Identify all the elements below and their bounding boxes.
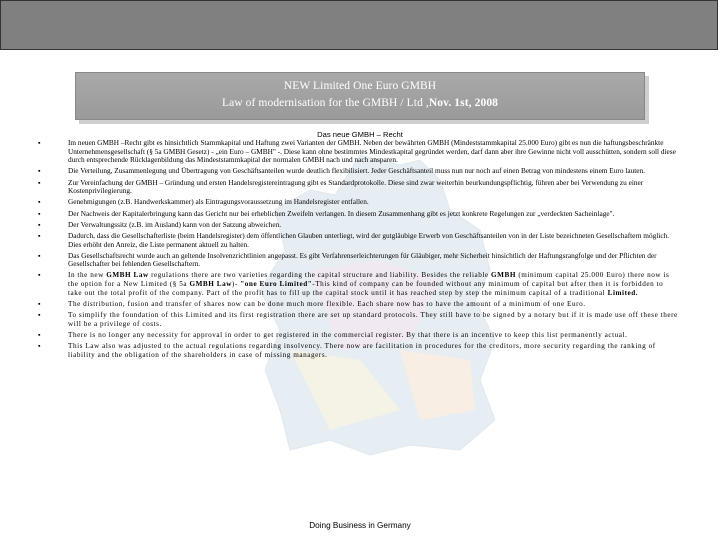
list-item-text: )- (232, 280, 241, 289)
list-item-text: -This kind of company can be founded without any minimum of capital but after then it is forbidden to take out the total profit of the company. Part of the profit has to fill up the capital stock until it has reached step by step the minimum capital of a traditional (68, 280, 664, 297)
list-item-text: Genehmigungen (z.B. Handwerkskammer) als Eintragungsvoraussetzung im Handelsregister entfallen. (68, 197, 369, 207)
bullet-icon: ▪ (38, 198, 41, 207)
list-item-text: This Law also was adjusted to the actual regulations regarding insolvency. There now are facilitation in procedures for the creditors, more security regarding the ranking of liability and the obligation of the shareholders in case of missing managers. (68, 342, 656, 359)
list-item-text: Limited. (607, 288, 639, 297)
list-item (38, 232, 678, 249)
top-banner (0, 0, 718, 50)
list-item-text: Das Gesellschaftsrecht wurde auch an geltende Insolvenzrichtlinien angepasst. Es gibt Verfahrenserleichterungen für Gläubiger, mehr Sicherheit hinsichtlich der Haftungsrangfolge und der Pflichten der Gesellschafter bei fehlenden Gesellschaftern. (68, 250, 657, 269)
title-line-1: NEW Limited One Euro GMBH (283, 80, 437, 92)
bullet-icon: ▪ (38, 251, 41, 260)
list-item-text: GMBH (491, 271, 516, 280)
bullet-icon: ▪ (38, 330, 42, 339)
list-item (38, 300, 678, 309)
list-item-text: Der Nachweis der Kapitalerbringung kann das Gericht nur bei erheblichen Zweifeln verlangen. In diesem Zusammenhang gibt es jetzt konkrete Regelungen zur „verdeckten Sacheinlage". (68, 208, 615, 218)
list-item-text: "one Euro Limited" (240, 280, 313, 289)
list-item (38, 271, 678, 297)
list-item-text: GMBH Law (106, 271, 149, 280)
list-item-text: regulations there are two varieties regarding the capital structure and liability. Besides the reliable (148, 271, 492, 280)
title-line-2-text: Law of modernisation for the GMBH / Ltd , (221, 97, 429, 109)
list-item-text: (minimum capital 25.000 Euro) there now is the option for a New Limited (§ 5a (68, 271, 670, 289)
bullet-icon: ▪ (38, 271, 42, 280)
title-line-2 (76, 97, 644, 109)
list-item-text: Zur Vereinfachung der GMBH – Gründung und ersten Handelsregistereintragung gibt es Standardprotokolle. Diese sind zwar weiterhin beurkundungspflichtig, führen aber bei Verwendung zu einer Kostenprivilegierung. (68, 177, 644, 196)
list-item (38, 252, 678, 269)
section-heading: Das neue GMBH – Recht (317, 130, 403, 139)
title-date: Nov. 1st, 2008 (428, 97, 499, 109)
list-item-text: GMBH Law (189, 280, 232, 289)
bullet-icon: ▪ (38, 342, 42, 350)
list-item (38, 331, 678, 340)
bullet-icon: ▪ (38, 209, 41, 218)
list-item-text: In the new (68, 271, 107, 280)
title-banner (75, 72, 645, 120)
list-item (38, 179, 678, 196)
list-item (38, 139, 678, 165)
bullet-icon: ▪ (38, 139, 41, 147)
bullet-icon: ▪ (38, 167, 41, 176)
bullet-icon: ▪ (38, 220, 41, 229)
list-item-text: To simplify the foundation of this Limited and its first registration there are set up standard protocols. They still have to be signed by a notary but if it is made use off these there will be a privilege of costs. (68, 311, 678, 328)
list-item-text: Dadurch, dass die Gesellschafterliste (beim Handelsregister) dem öffentlichen Glauben unterliegt, wird der gutgläubige Erwerb von Geschäftsanteilen von in der Liste bezeichneten Gesellschaftern möglich. Dies erhöht den Anreiz, die Liste permanent aktuell zu halten. (68, 230, 670, 249)
bullet-icon: ▪ (38, 311, 42, 320)
bullet-list (38, 139, 678, 362)
list-item (38, 311, 678, 328)
list-item-text: Der Verwaltungssitz (z.B. im Ausland) kann von der Satzung abweichen. (68, 219, 282, 229)
list-item (38, 221, 678, 230)
bullet-icon: ▪ (38, 299, 42, 308)
list-item-text: Die Verteilung, Zusammenlegung und Übertragung von Geschäftsanteilen wurde deutlich flexibilisiert. Jeder Geschäftsanteil muss nun nur noch auf einen Betrag von mindestens einem Euro lauten. (68, 166, 645, 176)
list-item (38, 342, 678, 359)
bullet-icon: ▪ (38, 231, 41, 240)
list-item (38, 210, 678, 219)
list-item-text: Im neuen GMBH –Recht gibt es hinsichtlich Stammkapital und Haftung zwei Varianten der GMBH. Neben der bewährten GMBH (Mindeststammkapital 25.000 Euro) gibt es nun die haftungsbeschränkte Unternehmensgesellschaft (§ 5a GMBH Gesetz) - „ein Euro – GMBH" -. Diese kann ohne bestimmtes Mindestkapital gegründet werden, darf dann aber ihre Gewinne nicht voll ausschütten, sondern soll diese durch entsprechende Rücklagenbildung das Mindeststammkapital der normalen GMBH nach und nach ansparen. (68, 138, 676, 165)
footer-text: Doing Business in Germany (309, 521, 411, 530)
bullet-icon: ▪ (38, 178, 41, 187)
list-item (38, 167, 678, 176)
list-item-text: There is no longer any necessity for approval in order to get registered in the commercial register. By that there is an incentive to keep this list permanently actual. (68, 330, 628, 339)
list-item (38, 198, 678, 207)
list-item-text: The distribution, fusion and transfer of shares now can be done much more flexible. Each share now has to have the amount of a minimum of one Euro. (68, 299, 586, 308)
